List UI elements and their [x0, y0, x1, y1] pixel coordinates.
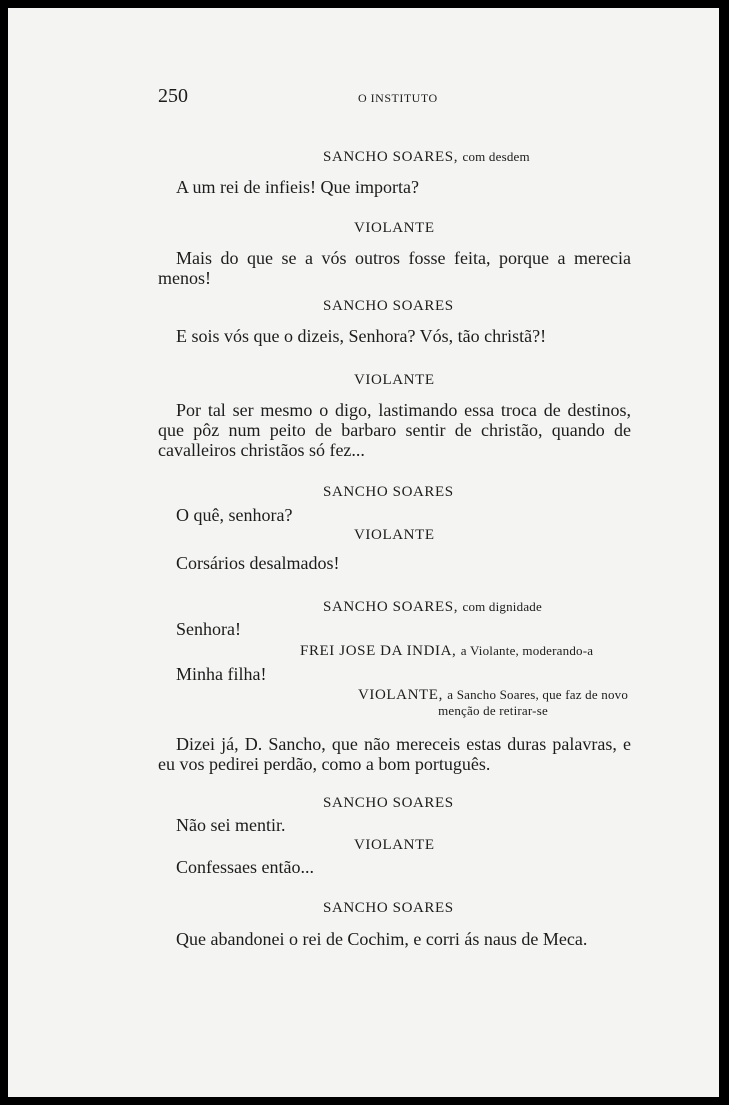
dialogue-line: Confessaes então... — [176, 857, 314, 877]
speaker-name: VIOLANTE — [354, 372, 435, 388]
running-title: O INSTITUTO — [358, 91, 438, 105]
stage-direction: com desdem — [462, 149, 530, 164]
speaker-name: VIOLANTE — [354, 837, 435, 853]
speaker-name: SANCHO SOARES, — [323, 599, 459, 615]
dialogue-line: Não sei mentir. — [176, 815, 286, 835]
stage-direction: a Sancho Soares, que faz de novo menção de retirar-se — [438, 687, 629, 718]
dialogue-line: A um rei de infieis! Que importa? — [176, 177, 419, 197]
dialogue-paragraph: Dizei já, D. Sancho, que não mereceis estas duras palavras, e eu vos pedirei perdão, como a bom português. — [158, 734, 631, 774]
dialogue-line: Senhora! — [176, 619, 241, 639]
dialogue-line: O quê, senhora? — [176, 505, 293, 525]
speaker-name: SANCHO SOARES — [323, 484, 454, 500]
dialogue-line: Que abandonei o rei de Cochim, e corri ás naus de Meca. — [176, 929, 588, 949]
speaker-name: VIOLANTE — [354, 220, 435, 236]
page-number: 250 — [158, 85, 188, 107]
dialogue-paragraph: Mais do que se a vós outros fosse feita, porque a merecia menos! — [158, 248, 631, 288]
speaker-heading — [300, 643, 593, 660]
speaker-name: SANCHO SOARES — [323, 298, 454, 314]
dialogue-line: Corsários desalmados! — [176, 553, 340, 573]
book-page — [8, 8, 719, 1097]
speaker-name: VIOLANTE, — [357, 687, 443, 703]
speaker-heading — [323, 599, 542, 616]
stage-direction: a Violante, moderando-a — [460, 643, 594, 658]
dialogue-line: Minha filha! — [176, 664, 267, 684]
speaker-name: SANCHO SOARES — [323, 795, 454, 811]
speaker-name: SANCHO SOARES — [323, 900, 454, 916]
dialogue-line: E sois vós que o dizeis, Senhora? Vós, tão christã?! — [176, 326, 547, 346]
speaker-name: FREI JOSE DA INDIA, — [300, 643, 457, 659]
speaker-heading — [352, 687, 634, 719]
speaker-name: VIOLANTE — [354, 527, 435, 543]
speaker-name: SANCHO SOARES, — [323, 149, 459, 165]
speaker-heading — [323, 149, 530, 166]
stage-direction: com dignidade — [462, 599, 542, 614]
dialogue-paragraph: Por tal ser mesmo o digo, lastimando essa troca de destinos, que pôz num peito de barbaro sentir de christão, quando de cavalleiros christãos só fez... — [158, 400, 631, 460]
